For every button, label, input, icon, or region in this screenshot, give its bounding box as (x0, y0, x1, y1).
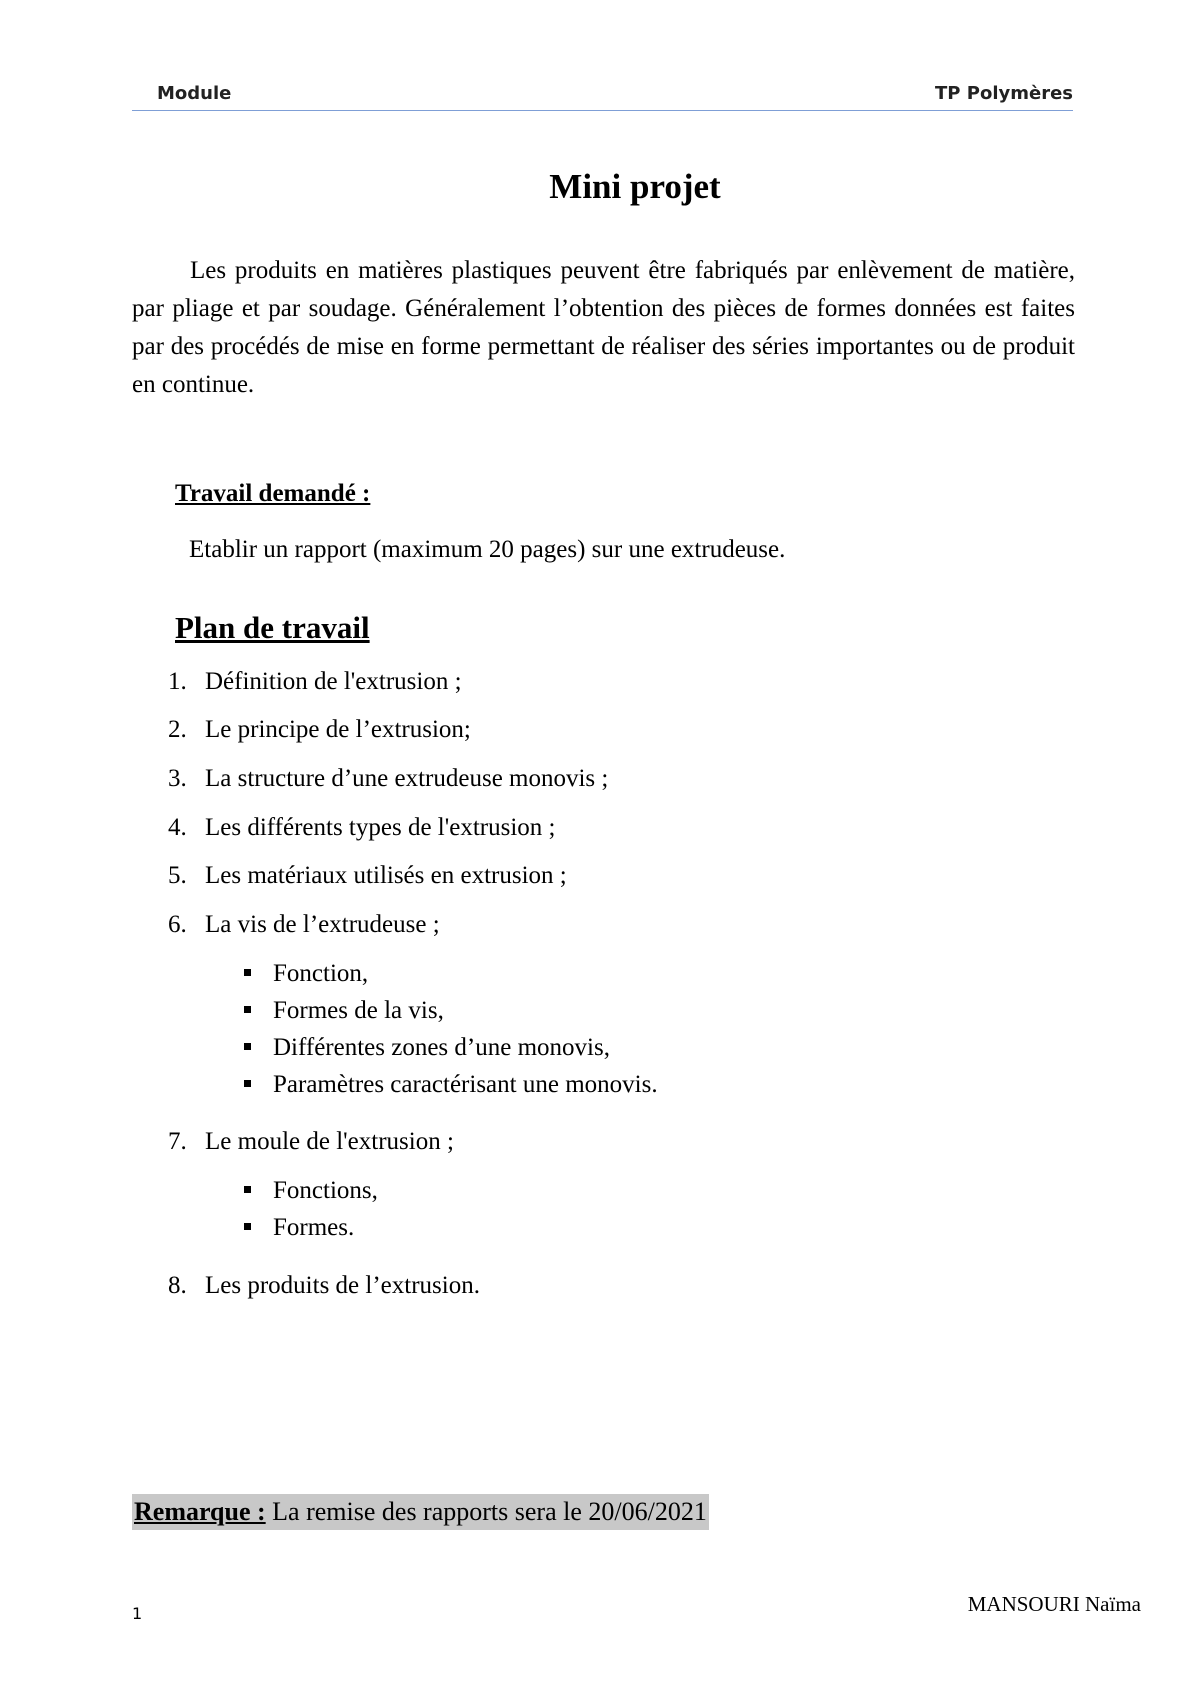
header-rule (132, 110, 1073, 111)
plan-item-number: 3. (168, 765, 187, 792)
plan-item-label: Les différents types de l'extrusion ; (205, 814, 556, 841)
plan-item-label: Le moule de l'extrusion ; (205, 1128, 454, 1155)
square-bullet-icon (244, 1006, 251, 1013)
plan-subitem (244, 1214, 354, 1242)
plan-item-number: 1. (168, 668, 187, 695)
plan-item-1 (168, 668, 462, 696)
plan-item-label: Les matériaux utilisés en extrusion ; (205, 862, 567, 889)
square-bullet-icon (244, 1043, 251, 1050)
page-number: 1 (132, 1604, 143, 1623)
plan-subitem (244, 1071, 658, 1099)
intro-paragraph: Les produits en matières plastiques peuvent être fabriqués par enlèvement de matière, par pliage et par soudage. Généralement l’obtention des pièces de formes données est faites par des procédés de mise en forme permettant de réaliser des séries importantes ou de produit en continue. (132, 257, 1075, 398)
plan-item-number: 7. (168, 1128, 187, 1155)
header-course: TP Polymères (935, 83, 1073, 104)
plan-item-5 (168, 862, 567, 890)
header-module: Module (157, 83, 232, 104)
plan-item-label: Les produits de l’extrusion. (205, 1272, 480, 1299)
plan-subitem (244, 997, 444, 1025)
square-bullet-icon (244, 1186, 251, 1193)
square-bullet-icon (244, 1223, 251, 1230)
remark-text: La remise des rapports sera le 20/06/2021 (265, 1497, 707, 1526)
plan-item-number: 8. (168, 1272, 187, 1299)
plan-item-8 (168, 1272, 480, 1300)
plan-item-number: 2. (168, 716, 187, 743)
task-heading: Travail demandé : (175, 480, 371, 507)
plan-subitem (244, 1177, 378, 1205)
plan-subitem-label: Formes de la vis, (273, 997, 444, 1024)
plan-item-3 (168, 765, 608, 793)
plan-item-2 (168, 716, 471, 744)
plan-subitem (244, 960, 368, 988)
plan-item-label: La vis de l’extrudeuse ; (205, 911, 440, 938)
square-bullet-icon (244, 969, 251, 976)
plan-heading: Plan de travail (175, 610, 370, 645)
task-text: Etablir un rapport (maximum 20 pages) sur une extrudeuse. (189, 536, 786, 563)
plan-item-number: 4. (168, 814, 187, 841)
plan-item-number: 6. (168, 911, 187, 938)
author-name: MANSOURI Naïma (967, 1592, 1141, 1616)
plan-subitem-label: Fonction, (273, 960, 369, 987)
square-bullet-icon (244, 1080, 251, 1087)
plan-item-number: 5. (168, 862, 187, 889)
plan-item-6 (168, 911, 440, 939)
plan-subitem-label: Fonctions, (273, 1177, 378, 1204)
remark-highlight (132, 1494, 709, 1530)
plan-subitem (244, 1034, 610, 1062)
plan-item-label: Le principe de l’extrusion; (205, 716, 471, 743)
plan-item-label: Définition de l'extrusion ; (205, 668, 462, 695)
plan-item-7 (168, 1128, 454, 1156)
remark-label: Remarque : (134, 1497, 266, 1526)
plan-subitem-label: Paramètres caractérisant une monovis. (273, 1071, 658, 1098)
page-title: Mini projet (549, 167, 721, 206)
plan-item-4 (168, 814, 556, 842)
plan-subitem-label: Formes. (273, 1214, 355, 1241)
plan-item-label: La structure d’une extrudeuse monovis ; (205, 765, 609, 792)
plan-subitem-label: Différentes zones d’une monovis, (273, 1034, 610, 1061)
